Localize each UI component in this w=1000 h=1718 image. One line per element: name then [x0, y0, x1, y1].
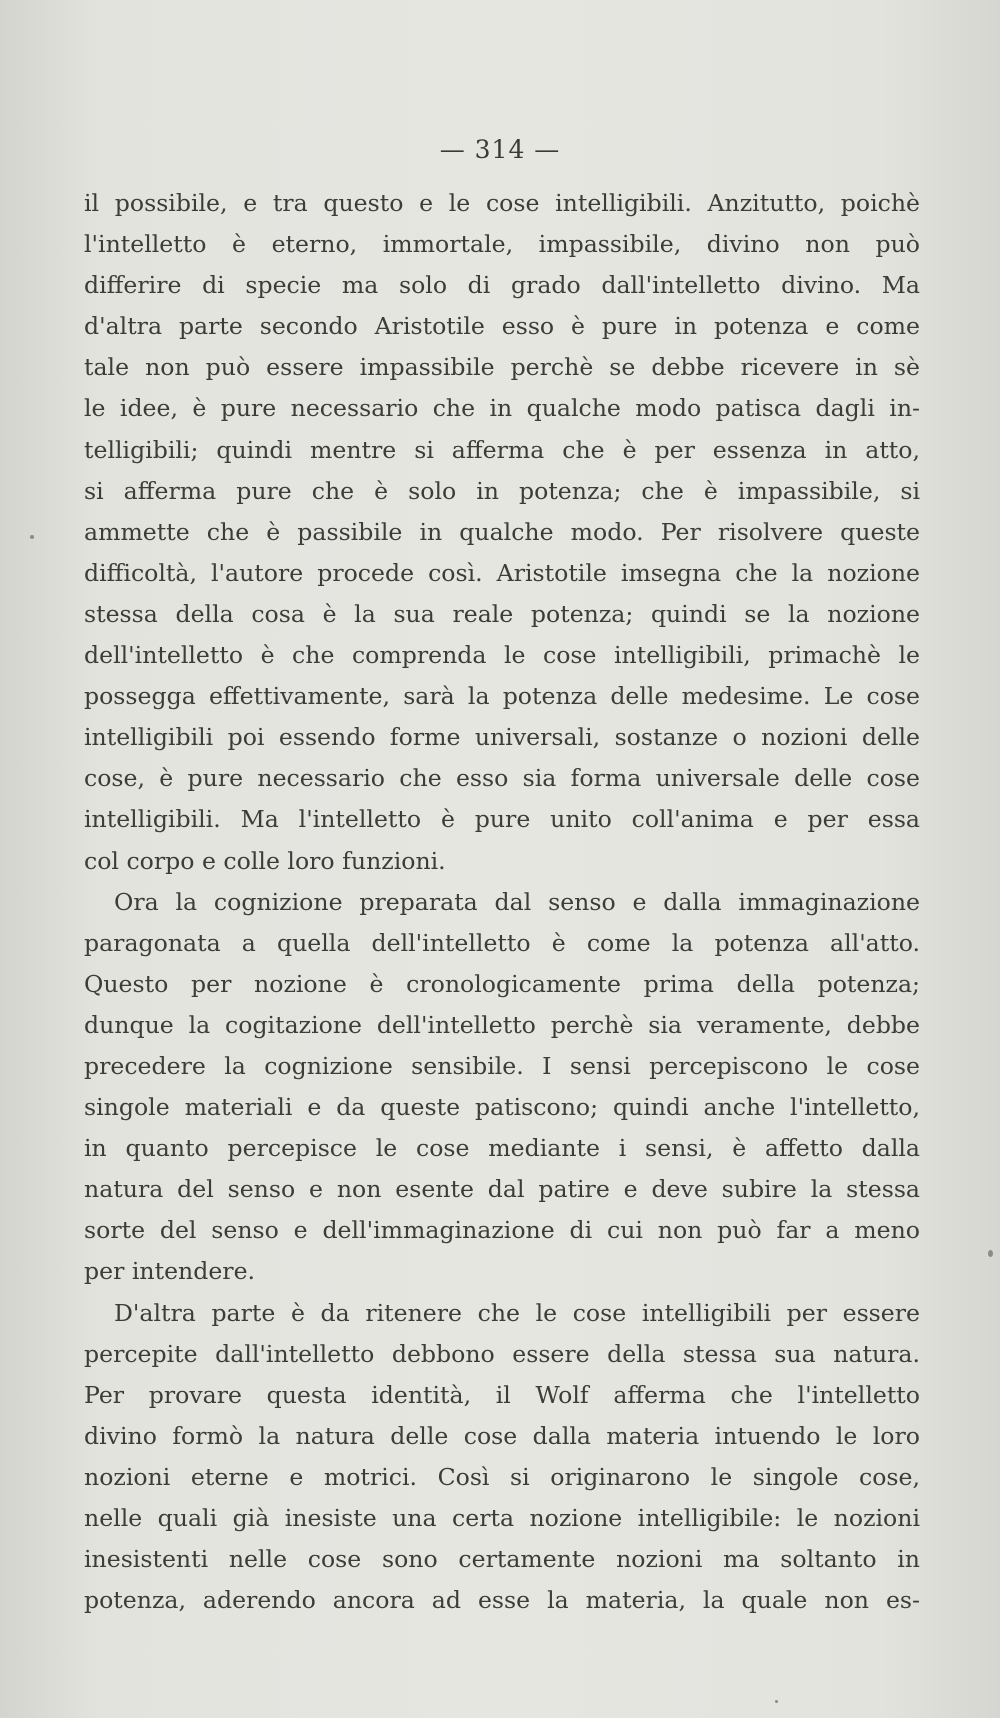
paper-speck — [775, 1700, 778, 1703]
paper-speck — [30, 535, 34, 539]
text-line: dell'intelletto è che comprenda le cose intelligibili, primachè le — [84, 641, 920, 670]
text-line: ammette che è passibile in qualche modo. Per risolvere queste — [84, 517, 920, 546]
text-line: sorte del senso e dell'immaginazione di cui non può far a meno — [84, 1216, 920, 1245]
text-line: paragonata a quella dell'intelletto è come la potenza all'atto. — [84, 928, 920, 957]
text-line: cose, è pure necessario che esso sia forma universale delle cose — [84, 764, 920, 793]
text-line: singole materiali e da queste patiscono; quindi anche l'intelletto, — [84, 1093, 920, 1122]
page-number: — 314 — — [439, 135, 561, 164]
text-line: col corpo e colle loro funzioni. — [84, 846, 446, 875]
text-line: divino formò la natura delle cose dalla materia intuendo le loro — [84, 1421, 920, 1450]
text-line: differire di specie ma solo di grado dall'intelletto divino. Ma — [84, 271, 920, 300]
text-line: si afferma pure che è solo in potenza; che è impassibile, si — [84, 476, 920, 505]
text-line: nelle quali già inesiste una certa nozione intelligibile: le nozioni — [84, 1504, 920, 1532]
text-line: d'altra parte secondo Aristotile esso è pure in potenza e come — [84, 312, 920, 341]
text-line: Questo per nozione è cronologicamente prima della potenza; — [84, 969, 920, 998]
text-line: per intendere. — [84, 1257, 256, 1286]
text-line: difficoltà, l'autore procede così. Aristotile imsegna che la nozione — [84, 558, 920, 587]
text-line: tale non può essere impassibile perchè se debbe ricevere in sè — [84, 353, 920, 382]
body-text — [84, 183, 920, 1621]
text-line: l'intelletto è eterno, immortale, impassibile, divino non può — [84, 230, 920, 259]
text-line: stessa della cosa è la sua reale potenza; quindi se la nozione — [84, 599, 920, 628]
text-line: intelligibili. Ma l'intelletto è pure unito coll'anima e per essa — [84, 805, 920, 834]
text-line: telligibili; quindi mentre si afferma che è per essenza in atto, — [84, 435, 920, 464]
text-line: intelligibili poi essendo forme universali, sostanze o nozioni delle — [84, 723, 920, 752]
text-line: Ora la cognizione preparata dal senso e dalla immaginazione — [114, 887, 920, 916]
text-line: le idee, è pure necessario che in qualche modo patisca dagli in- — [84, 394, 920, 423]
text-line: il possibile, e tra questo e le cose intelligibili. Anzitutto, poichè — [84, 189, 920, 217]
text-line: precedere la cognizione sensibile. I sensi percepiscono le cose — [84, 1051, 920, 1080]
text-line: nozioni eterne e motrici. Così si originarono le singole cose, — [84, 1462, 920, 1491]
text-line: inesistenti nelle cose sono certamente nozioni ma soltanto in — [84, 1545, 920, 1574]
text-line: D'altra parte è da ritenere che le cose intelligibili per essere — [114, 1298, 920, 1327]
paper-speck — [988, 1250, 993, 1257]
text-line: potenza, aderendo ancora ad esse la materia, la quale non es- — [84, 1586, 920, 1615]
text-line: dunque la cogitazione dell'intelletto perchè sia veramente, debbe — [84, 1010, 920, 1039]
text-line: possegga effettivamente, sarà la potenza delle medesime. Le cose — [84, 682, 920, 711]
text-line: Per provare questa identità, il Wolf afferma che l'intelletto — [84, 1380, 920, 1409]
text-line: natura del senso e non esente dal patire e deve subire la stessa — [84, 1175, 920, 1204]
text-line: percepite dall'intelletto debbono essere della stessa sua natura. — [84, 1339, 920, 1368]
text-line: in quanto percepisce le cose mediante i sensi, è affetto dalla — [84, 1134, 920, 1163]
